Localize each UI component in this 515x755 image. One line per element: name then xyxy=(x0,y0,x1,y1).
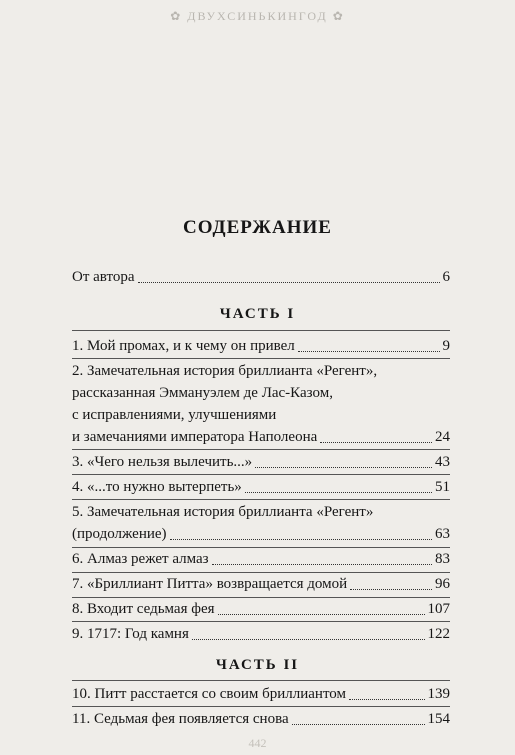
toc-entry-text: и замечаниями императора Наполеона xyxy=(72,429,318,445)
toc-entry[interactable] xyxy=(72,501,450,545)
divider xyxy=(72,499,450,500)
toc-entry-page: 154 xyxy=(427,711,450,727)
ornament-icon: ✿ xyxy=(332,9,345,23)
toc-entry-text: с исправлениями, улучшениями xyxy=(72,407,277,423)
toc-entry[interactable] xyxy=(72,476,450,498)
toc-entry-page: 96 xyxy=(435,576,450,592)
running-title: ДВУХСИНЬКИНГОД xyxy=(187,9,328,23)
toc-entry-page: 24 xyxy=(435,429,450,445)
leader-dots xyxy=(349,699,424,700)
toc-entry-page: 83 xyxy=(435,551,450,567)
page-number: 442 xyxy=(248,736,267,750)
toc-entry-page: 122 xyxy=(427,626,450,642)
toc-entry-intro[interactable] xyxy=(72,266,450,288)
toc-entry[interactable] xyxy=(72,573,450,595)
toc-entry[interactable] xyxy=(72,623,450,645)
toc-entry[interactable] xyxy=(72,360,450,448)
toc-entry-text: 9. 1717: Год камня xyxy=(72,626,189,642)
divider xyxy=(72,680,450,681)
toc-entry-text: 3. «Чего нельзя вылечить...» xyxy=(72,454,253,470)
leader-dots xyxy=(218,614,425,615)
part-2-heading: ЧАСТЬ II xyxy=(215,657,300,673)
toc-entry-text: 8. Входит седьмая фея xyxy=(72,601,215,617)
leader-dots xyxy=(298,351,440,352)
toc-entry-text: 10. Питт расстается со своим бриллиантом xyxy=(72,686,347,702)
part-1-heading: ЧАСТЬ I xyxy=(219,306,296,322)
toc-entry-page: 107 xyxy=(427,601,450,617)
toc-entry-text: 7. «Бриллиант Питта» возвращается домой xyxy=(72,576,348,592)
toc-entry-page: 6 xyxy=(442,269,450,285)
divider xyxy=(72,474,450,475)
toc-entry-text: 6. Алмаз режет алмаз xyxy=(72,551,209,567)
leader-dots xyxy=(292,724,425,725)
divider xyxy=(72,706,450,707)
divider xyxy=(72,330,450,331)
toc-entry-text: 4. «...то нужно вытерпеть» xyxy=(72,479,242,495)
toc-title: СОДЕРЖАНИЕ xyxy=(183,217,332,238)
divider xyxy=(72,621,450,622)
toc-entry-text: 11. Седьмая фея появляется снова xyxy=(72,711,289,727)
toc-entry-text: От автора xyxy=(72,269,135,285)
leader-dots xyxy=(255,467,432,468)
running-header xyxy=(0,9,515,24)
toc-entry-text: 5. Замечательная история бриллианта «Регент» xyxy=(72,504,374,520)
leader-dots xyxy=(245,492,432,493)
divider xyxy=(72,449,450,450)
toc-entry[interactable] xyxy=(72,683,450,705)
toc-entry[interactable] xyxy=(72,708,450,730)
toc-entry-page: 9 xyxy=(442,338,450,354)
toc-entry-text: рассказанная Эммануэлем де Лас-Казом, xyxy=(72,385,333,401)
leader-dots xyxy=(212,564,432,565)
toc-entry-text: (продолжение) xyxy=(72,526,167,542)
toc-entry[interactable] xyxy=(72,598,450,620)
toc-entry-page: 139 xyxy=(427,686,450,702)
toc-entry-page: 43 xyxy=(435,454,450,470)
toc-entry-page: 63 xyxy=(435,526,450,542)
toc-entry-page: 51 xyxy=(435,479,450,495)
toc-entry[interactable] xyxy=(72,335,450,357)
leader-dots xyxy=(350,589,432,590)
toc-entry-text: 1. Мой промах, и к чему он привел xyxy=(72,338,295,354)
toc-entry-text: 2. Замечательная история бриллианта «Регент», xyxy=(72,363,378,379)
leader-dots xyxy=(320,442,432,443)
leader-dots xyxy=(192,639,425,640)
toc-entry[interactable] xyxy=(72,451,450,473)
leader-dots xyxy=(138,282,440,283)
leader-dots xyxy=(170,539,432,540)
ornament-icon: ✿ xyxy=(170,9,183,23)
toc-entry[interactable] xyxy=(72,548,450,570)
divider xyxy=(72,358,450,359)
